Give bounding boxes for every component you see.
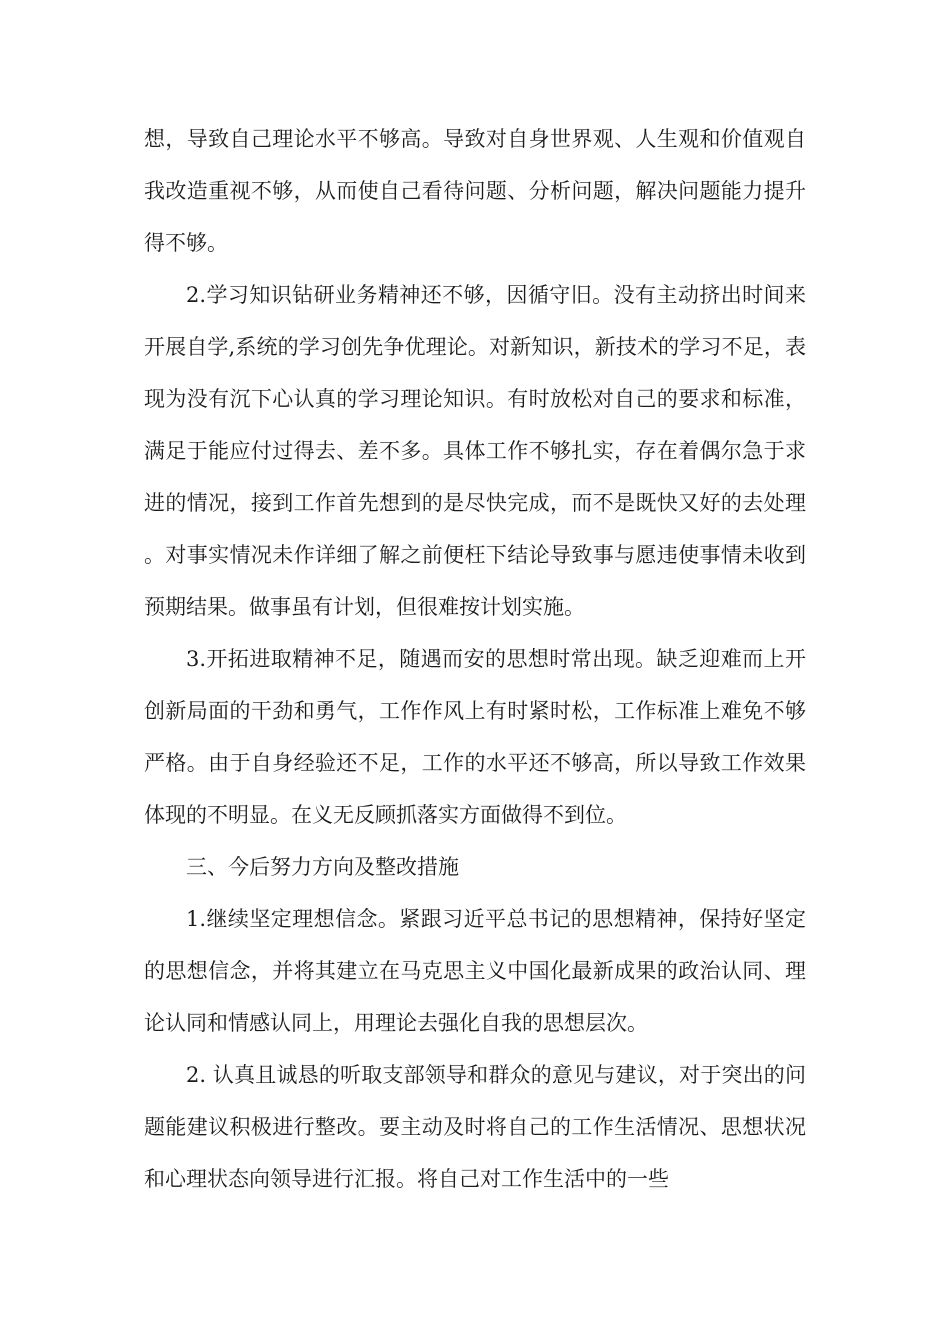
paragraph-measure-1: 1.继续坚定理想信念。紧跟习近平总书记的思想精神，保持好坚定的思想信念，并将其建立在马克思主义中国化最新成果的政治认同、理论认同和情感认同上，用理论去强化自我的思想层次。 xyxy=(144,907,806,1035)
document-body xyxy=(144,113,806,1205)
paragraph-measure-2: 2. 认真且诚恳的听取支部领导和群众的意见与建议，对于突出的问题能建议积极进行整改。要主动及时将自己的工作生活情况、思想状况和心理状态向领导进行汇报。将自己对工作生活中的一些 xyxy=(144,1063,806,1191)
paragraph-item-3: 3.开拓进取精神不足，随遇而安的思想时常出现。缺乏迎难而上开创新局面的干劲和勇气，工作作风上有时紧时松，工作标准上难免不够严格。由于自身经验还不足，工作的水平还不够高，所以导致工作效果体现的不明显。在义无反顾抓落实方面做得不到位。 xyxy=(144,647,806,827)
paragraph-continuation: 想，导致自己理论水平不够高。导致对自身世界观、人生观和价值观自我改造重视不够，从而使自己看待问题、分析问题，解决问题能力提升得不够。 xyxy=(144,127,806,255)
section-heading-3: 三、今后努力方向及整改措施 xyxy=(186,855,459,879)
paragraph-item-2: 2.学习知识钻研业务精神还不够，因循守旧。没有主动挤出时间来开展自学,系统的学习创先争优理论。对新知识，新技术的学习不足，表现为没有沉下心认真的学习理论知识。有时放松对自己的要求和标准，满足于能应付过得去、差不多。具体工作不够扎实，存在着偶尔急于求进的情况，接到工作首先想到的是尽快完成，而不是既快又好的去处理。对事实情况未作详细了解之前便枉下结论导致事与愿违使事情未收到预期结果。做事虽有计划，但很难按计划实施。 xyxy=(144,283,806,619)
